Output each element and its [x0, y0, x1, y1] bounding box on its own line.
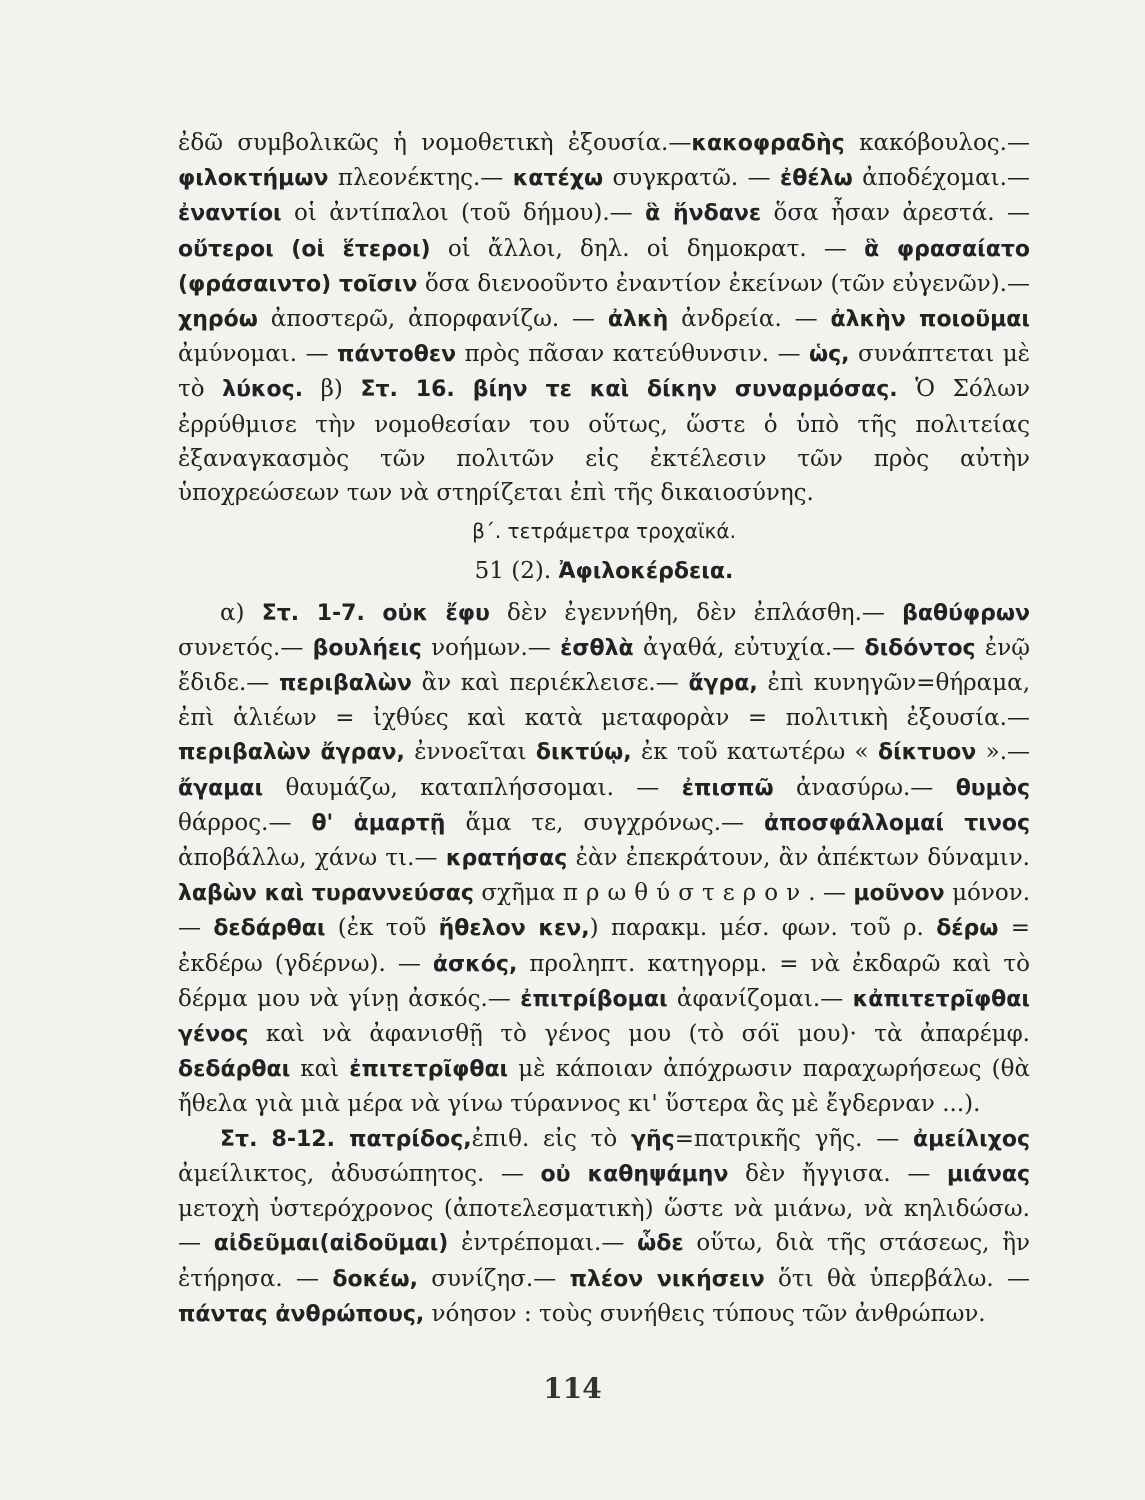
- poem-title: Ἀφιλοκέρδεια.: [558, 559, 734, 585]
- poem-heading: [178, 554, 1030, 589]
- poem-number: 51 (2).: [474, 558, 559, 585]
- commentary-paragraph-2: α) Στ. 1-7. οὐκ ἔφυ δὲν ἐγεννήθη, δὲν ἐπλάσθη.— βαθύφρων συνετός.— βουλήεις νοήμων.— ἐσθλὰ ἀγαθά, εὐτυχία.— διδόντος ἐνῷ ἔδιδε.— περιβαλὼν ἂν καὶ περιέκλεισε.— ἄγρα, ἐπὶ κυνηγῶν=θήραμα, ἐπὶ ἁλιέων = ἰχθύες καὶ κατὰ μεταφορὰν = πολιτικὴ ἐξουσία.— περιβαλὼν ἄγραν, ἐννοεῖται δικτύῳ, ἐκ τοῦ κατωτέρω « δίκτυον ».— ἄγαμαι θαυμάζω, καταπλήσσομαι. — ἐπισπῶ ἀνασύρω.— θυμὸς θάρρος.— θ' ἁμαρτῇ ἅμα τε, συγχρόνως.— ἀποσφάλλομαί τινος ἀποβάλλω, χάνω τι.— κρατήσας ἐὰν ἐπεκράτουν, ἂν ἀπέκτων δύναμιν. λαβὼν καὶ τυραννεύσας σχῆμα πρωθύστερον. — μοῦνον μόνον. — δεδάρθαι (ἐκ τοῦ ἤθελον κεν,) παρακμ. μέσ. φων. τοῦ ρ. δέρω = ἐκδέρω (γδέρνω). — ἀσκός, προληπτ. κατηγορμ. = νὰ ἐκδαρῶ καὶ τὸ δέρμα μου νὰ γίνῃ ἀσκός.— ἐπιτρίβομαι ἀφανίζομαι.— κἀπιτετρῖφθαι γένος καὶ νὰ ἀφανισθῇ τὸ γένος μου (τὸ σόϊ μου)· τὰ ἀπαρέμφ. δεδάρθαι καὶ ἐπιτετρῖφθαι μὲ κάποιαν ἀπόχρωσιν παραχωρήσεως (θὰ ἤθελα γιὰ μιὰ μέρα νὰ γίνω τύραννος κι' ὕστερα ἂς μὲ ἔγδερναν ...).: [178, 599, 1031, 1118]
- page-number: 114: [543, 1372, 602, 1405]
- commentary-paragraph-3: Στ. 8-12. πατρίδος,ἐπιθ. εἰς τὸ γῆς=πατρικῆς γῆς. — ἀμείλιχος ἀμείλικτος, ἀδυσώπητος. — οὐ καθηψάμην δὲν ἤγγισα. — μιάνας μετοχὴ ὑστερόχρονος (ἀποτελεσματικὴ) ὥστε νὰ μιάνω, νὰ κηλιδώσω.— αἰδεῦμαι(αἰδοῦμαι) ἐντρέπομαι.— ὧδε οὕτω, διὰ τῆς στάσεως, ἣν ἐτήρησα. — δοκέω, συνίζησ.— πλέον νικήσειν ὅτι θὰ ὑπερβάλω. — πάντας ἀνθρώπους, νόησον : τοὺς συνήθεις τύπους τῶν ἀνθρώπων.: [178, 1125, 1030, 1327]
- commentary-paragraph-1: ἐδῶ συμβολικῶς ἡ νομοθετικὴ ἐξουσία.—κακοφραδὴς κακόβουλος.— φιλοκτήμων πλεονέκτης.— κατέχω συγκρατῶ. — ἐθέλω ἀποδέχομαι.— ἐναντίοι οἱ ἀντίπαλοι (τοῦ δήμου).— ἃ ἥνδανε ὅσα ἦσαν ἀρεστά. — οὔτεροι (οἱ ἕτεροι) οἱ ἄλλοι, δηλ. οἱ δημοκρατ. — ἃ φρασαίατο (φράσαιντο) τοῖσιν ὅσα διενοοῦντο ἐναντίον ἐκείνων (τῶν εὐγενῶν).— χηρόω ἀποστερῶ, ἀπορφανίζω. — ἀλκὴ ἀνδρεία. — ἀλκὴν ποιοῦμαι ἀμύνομαι. — πάντοθεν πρὸς πᾶσαν κατεύθυνσιν. — ὡς, συνάπτεται μὲ τὸ λύκος. β) Στ. 16. βίην τε καὶ δίκην συναρμόσας. Ὁ Σόλων ἐρρύθμισε τὴν νομοθεσίαν του οὕτως, ὥστε ὁ ὑπὸ τῆς πολιτείας ἐξαναγκασμὸς τῶν πολιτῶν εἰς ἐκτέλεσιν τῶν πρὸς αὐτὴν ὑποχρεώσεων των νὰ στηρίζεται ἐπὶ τῆς δικαιοσύνης.: [178, 130, 1031, 507]
- page-body: [178, 126, 1030, 1332]
- section-heading: β΄. τετράμετρα τροχαϊκά.: [472, 519, 736, 544]
